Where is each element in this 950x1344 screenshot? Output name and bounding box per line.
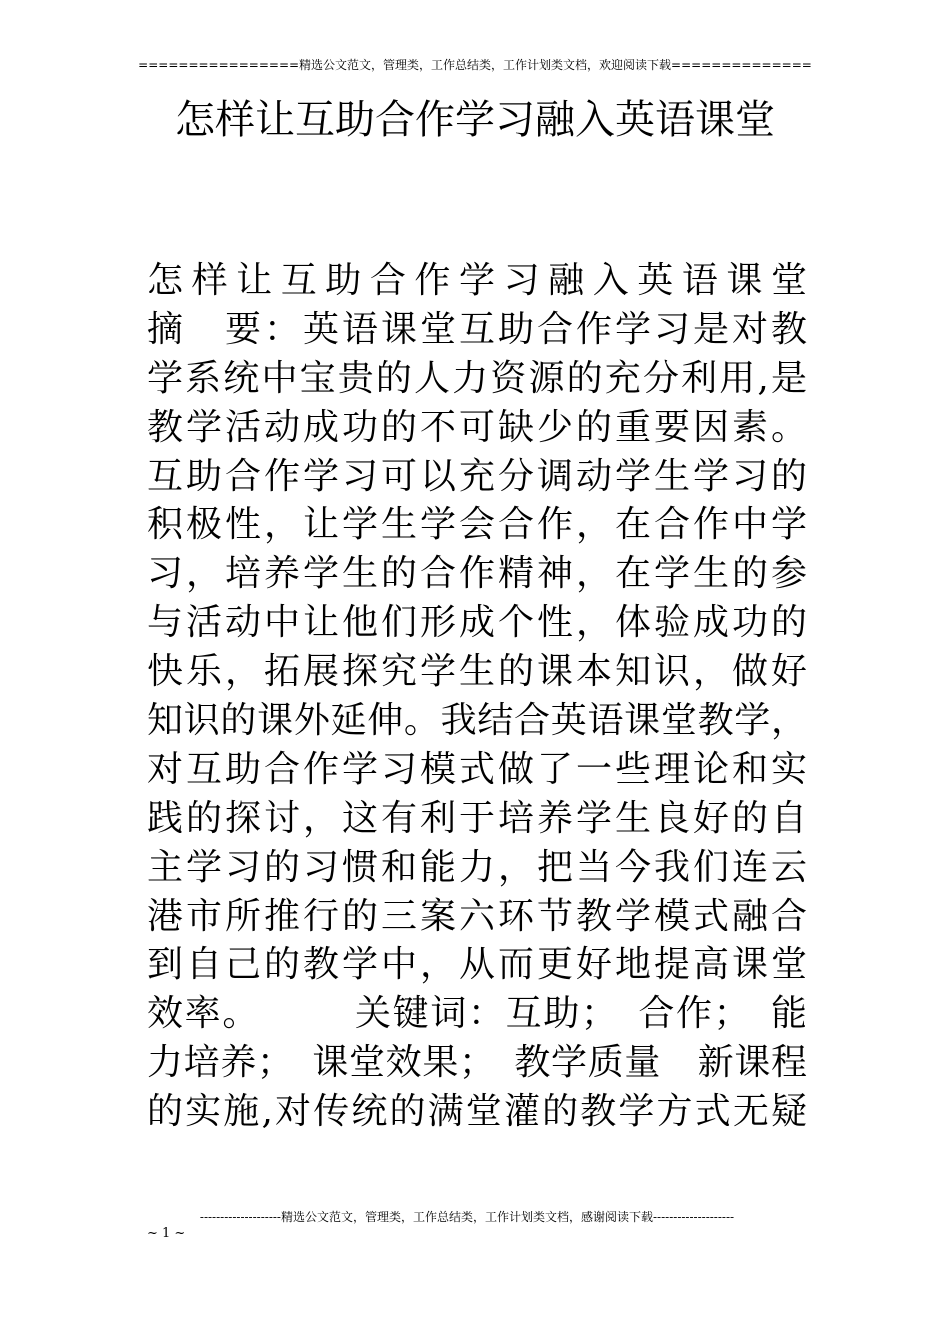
footer-banner: --------------------精选公文范文，管理类，工作总结类，工作计划类文档，感谢阅读下载-------------------- bbox=[199, 1210, 735, 1224]
body-line: 互助合作学习可以充分调动学生学习的 bbox=[147, 455, 807, 497]
body-line: 对互助合作学习模式做了一些理论和实 bbox=[147, 748, 807, 790]
page-number: ~ 1 ~ bbox=[147, 1226, 186, 1241]
document-title: 怎样让互助合作学习融入英语课堂 bbox=[175, 97, 775, 143]
body-line: 怎样让互助合作学习融入英语课堂 bbox=[147, 260, 807, 301]
body-line: 港市所推行的三案六环节教学模式融合 bbox=[147, 895, 807, 937]
body-line: 践的探讨，这有利于培养学生良好的自 bbox=[147, 797, 807, 839]
body-line: 效率。 关键词：互助； 合作； 能 bbox=[147, 993, 807, 1035]
body-line: 主学习的习惯和能力，把当今我们连云 bbox=[147, 846, 807, 888]
body-line: 摘 要：英语课堂互助合作学习是对教 bbox=[147, 308, 807, 350]
body-line: 力培养； 课堂效果； 教学质量 新课程 bbox=[147, 1042, 807, 1084]
body-line: 的实施,对传统的满堂灌的教学方式无疑 bbox=[147, 1091, 807, 1133]
body-line: 快乐，拓展探究学生的课本知识，做好 bbox=[147, 651, 807, 693]
body-line: 积极性，让学生学会合作，在合作中学 bbox=[147, 504, 807, 546]
header-banner: ================精选公文范文，管理类，工作总结类，工作计划类文档，欢迎阅读下载============== bbox=[138, 58, 812, 72]
document-body bbox=[147, 257, 807, 1137]
body-line: 知识的课外延伸。我结合英语课堂教学， bbox=[147, 700, 807, 742]
body-line: 教学活动成功的不可缺少的重要因素。 bbox=[147, 406, 807, 448]
body-line: 习，培养学生的合作精神，在学生的参 bbox=[147, 553, 807, 595]
body-line: 与活动中让他们形成个性，体验成功的 bbox=[147, 602, 807, 644]
body-line: 到自己的教学中，从而更好地提高课堂 bbox=[147, 944, 807, 986]
body-line: 学系统中宝贵的人力资源的充分利用,是 bbox=[147, 357, 807, 399]
